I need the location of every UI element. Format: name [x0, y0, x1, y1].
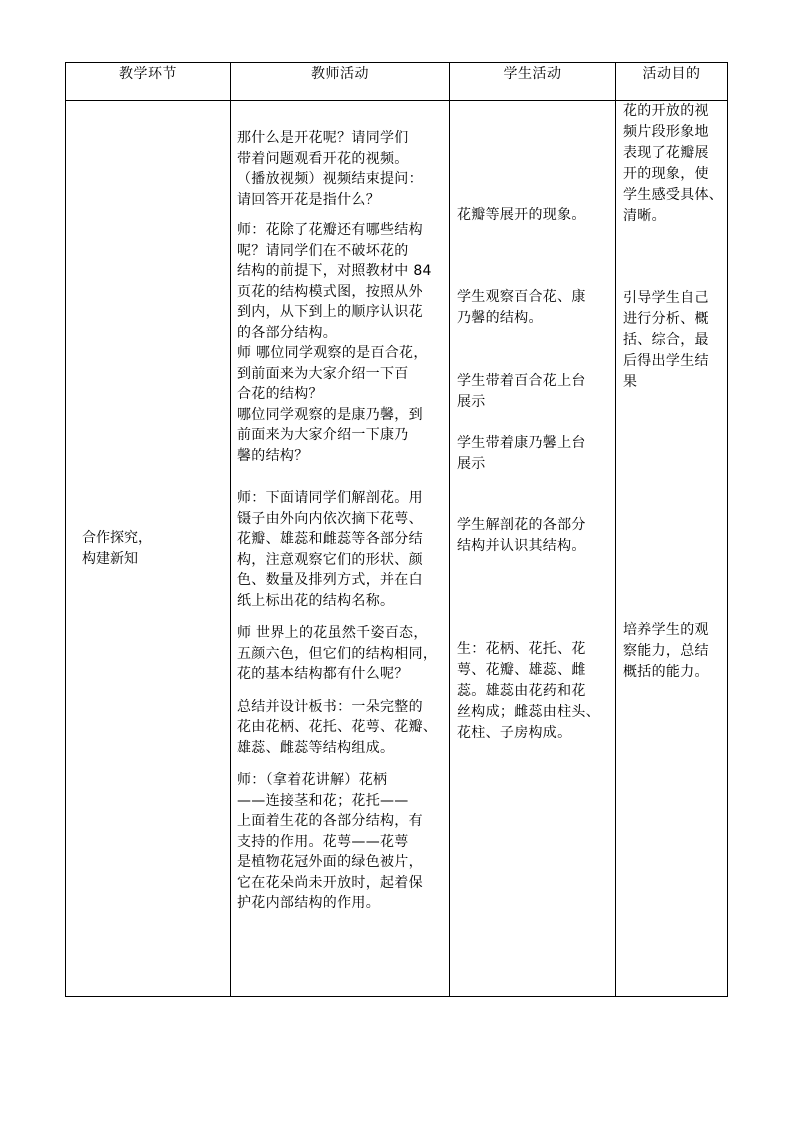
text-line: 请回答开花是指什么？ [237, 191, 380, 208]
text-line: 学生感受具体、 [623, 187, 724, 203]
text-line: 结构的前提下，对照教材中 84 [237, 263, 432, 279]
student-item [457, 205, 613, 226]
teacher-paragraph [237, 697, 443, 759]
student-item [457, 515, 613, 557]
stage-line: 合作探究， [82, 529, 152, 546]
stage-text [66, 528, 230, 570]
purpose-item [623, 620, 731, 683]
text-line: 师：下面请同学们解剖花。用 [237, 490, 423, 506]
teacher-paragraph [237, 770, 443, 914]
text-line: 生：花柄、花托、花 [457, 641, 586, 657]
student-item [457, 639, 613, 744]
text-line: 学生带着百合花上台 [457, 373, 586, 389]
header-stage: 教学环节 [66, 63, 231, 101]
text-line: 支持的作用。花萼——花萼 [237, 833, 409, 850]
text-line: 色、数量及排列方式，并在白 [237, 572, 423, 588]
text-line: 是植物花冠外面的绿色被片， [237, 854, 423, 870]
student-item [457, 287, 613, 329]
text-line: 果 [623, 374, 638, 390]
text-line: 师：花除了花瓣还有哪些结构 [237, 222, 423, 238]
student-item [457, 371, 613, 413]
stage-line: 构建新知 [82, 550, 138, 567]
text-line: 概括的能力。 [623, 664, 709, 680]
text-line: 结构并认识其结构。 [457, 538, 586, 554]
text-line: 它在花朵尚未开放时，起着保 [237, 874, 423, 891]
text-line: 学生解剖花的各部分 [457, 517, 586, 533]
text-line: 萼、花瓣、雄蕊、雌 [457, 662, 586, 678]
text-line: 的各部分结构。 [237, 324, 338, 341]
text-line: 呢？请同学们在不破坏花的 [237, 242, 409, 259]
teacher-paragraph [237, 128, 443, 210]
text-line: 学生观察百合花、康 [457, 289, 586, 305]
text-line: 到内，从下到上的顺序认识花 [237, 304, 423, 320]
text-line: ——连接茎和花；花托—— [237, 792, 409, 809]
table-row [66, 101, 728, 997]
text-line: 上面着生花的各部分结构，有 [237, 813, 423, 829]
activity-purpose-cell [616, 101, 728, 997]
text-line: 护花内部结构的作用。 [237, 895, 380, 911]
text-line: 哪位同学观察的是康乃馨，到 [237, 406, 423, 423]
text-line: 括、综合，最 [623, 332, 709, 348]
teacher-activity-cell [231, 101, 450, 997]
teacher-paragraph [237, 623, 443, 685]
text-line: 花的基本结构都有什么呢？ [237, 666, 409, 682]
text-line: 清晰。 [623, 208, 666, 224]
text-line: 五颜六色，但它们的结构相同， [237, 645, 438, 662]
student-activity-cell [450, 101, 616, 997]
student-item [457, 433, 613, 475]
text-line: 展示 [457, 394, 486, 410]
text-line: （播放视频）视频结束提问： [237, 171, 423, 187]
text-line: 师 世界上的花虽然千姿百态， [237, 625, 428, 641]
teacher-activity-text [231, 101, 449, 914]
text-line: 表现了花瓣展 [623, 145, 709, 161]
text-line: 进行分析、概 [623, 311, 709, 327]
purpose-item [623, 101, 735, 227]
text-line: 花瓣、雄蕊和雌蕊等各部分结 [237, 531, 423, 547]
text-line: 展示 [457, 456, 486, 472]
header-teacher-activity: 教师活动 [231, 63, 450, 101]
text-line: 构，注意观察它们的形状、颜 [237, 551, 423, 568]
teacher-paragraph [237, 343, 443, 405]
text-line: 花的开放的视 [623, 103, 709, 119]
text-line: 雄蕊、雌蕊等结构组成。 [237, 739, 395, 756]
teacher-paragraph [237, 220, 443, 343]
text-line: 丝构成；雌蕊由柱头、 [457, 704, 600, 720]
text-line: 师 哪位同学观察的是百合花， [237, 345, 428, 361]
text-line: 培养学生的观 [623, 622, 709, 638]
text-line: 纸上标出花的结构名称。 [237, 592, 395, 609]
lesson-plan-table [65, 62, 728, 997]
text-line: 镊子由外向内依次摘下花萼、 [237, 510, 423, 527]
text-line: 引导学生自己 [623, 290, 709, 306]
text-line: 蕊。雄蕊由花药和花 [457, 683, 586, 699]
text-line: 页花的结构模式图，按照从外 [237, 283, 423, 300]
text-line: 前面来为大家介绍一下康乃 [237, 427, 409, 443]
purpose-item [623, 288, 731, 393]
text-line: 后得出学生结 [623, 353, 709, 369]
text-line: 合花的结构？ [237, 386, 323, 402]
text-line: 察能力，总结 [623, 643, 709, 659]
header-activity-purpose: 活动目的 [616, 63, 728, 101]
stage-cell [66, 101, 231, 997]
text-line: 开的现象，使 [623, 166, 709, 182]
text-line: 学生带着康乃馨上台 [457, 435, 586, 451]
text-line: 花瓣等展开的现象。 [457, 207, 586, 223]
text-line: 乃馨的结构。 [457, 310, 543, 326]
text-line: 馨的结构？ [237, 447, 309, 464]
text-line: 到前面来为大家介绍一下百 [237, 365, 409, 382]
table-header-row [66, 63, 728, 101]
text-line: 带着问题观看开花的视频。 [237, 150, 409, 167]
text-line: 师：（拿着花讲解）花柄 [237, 772, 388, 788]
header-student-activity: 学生活动 [450, 63, 616, 101]
text-line: 频片段形象地 [623, 124, 709, 140]
text-line: 总结并设计板书：一朵完整的 [237, 698, 423, 715]
text-line: 花柱、子房构成。 [457, 725, 572, 741]
teacher-paragraph [237, 488, 443, 611]
teacher-paragraph [237, 405, 443, 467]
text-line: 花由花柄、花托、花萼、花瓣、 [237, 719, 438, 735]
text-line: 那什么是开花呢？请同学们 [237, 130, 409, 146]
